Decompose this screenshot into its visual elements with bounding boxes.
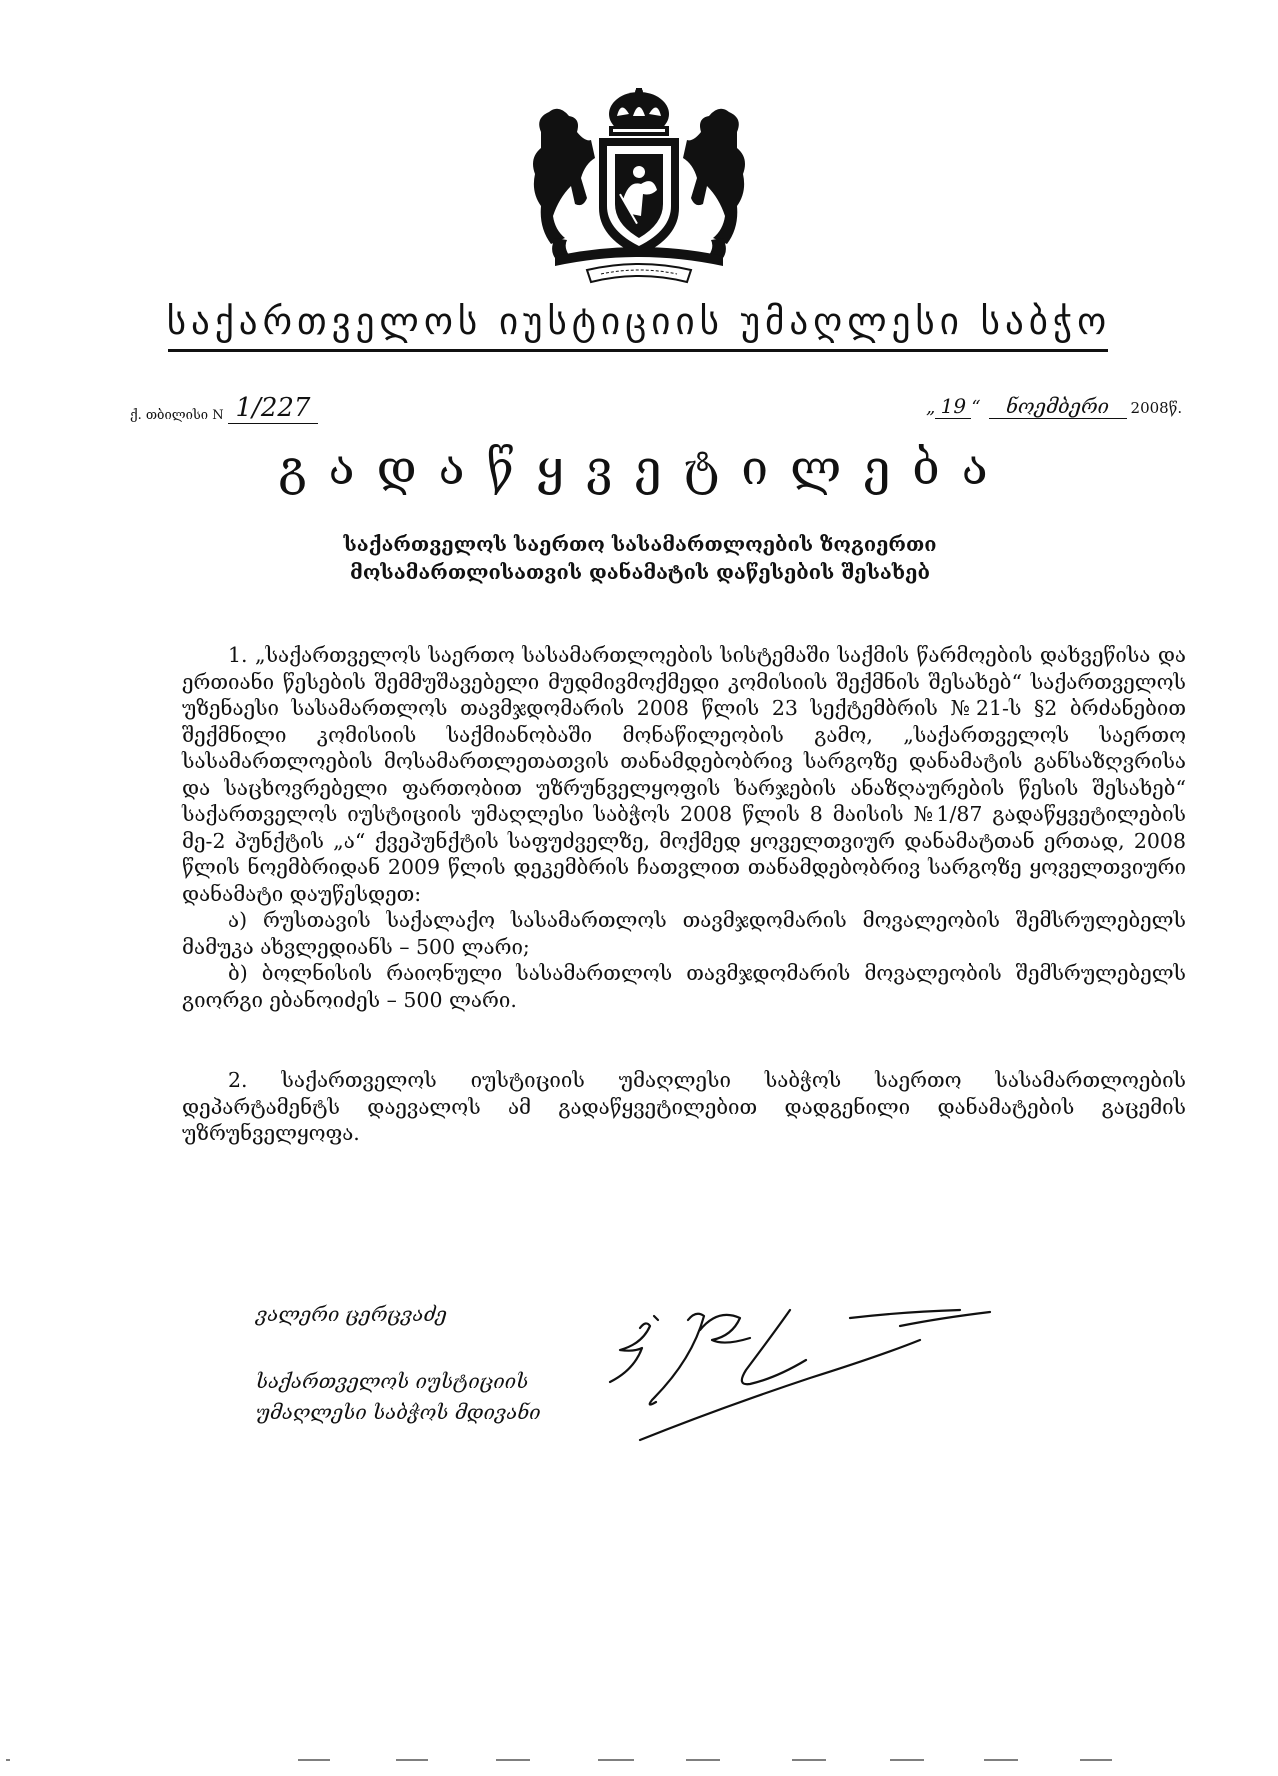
signatory-title — [256, 1366, 541, 1428]
document-body — [182, 642, 1186, 1147]
quote-open: „ — [926, 397, 936, 418]
paragraph-1-item-b: ბ) ბოლნისის რაიონული სასამართლოს თავმჯდომარის მოვალეობის შემსრულებელს გიორგი ებანოიძეს – 500 ლარი. — [182, 961, 1186, 1012]
signatory-name: ვალერი ცერცვაძე — [256, 1302, 447, 1326]
institution-header: საქართველოს იუსტიციის უმაღლესი საბჭო — [166, 300, 1112, 343]
registration-number-label: ქ. თბილისი N — [130, 408, 224, 423]
footer-scan-marks — [0, 1755, 1278, 1765]
header-divider — [168, 349, 1108, 352]
quote-close: “ — [971, 397, 981, 418]
paragraph-1: 1. „საქართველოს საერთო სასამართლოების სისტემაში საქმის წარმოების დახვეწისა და ერთიანი წესების შემმუშავებელი მუდმივმოქმედი კომისიის შექმნის შესახებ“ საქართველოს უზენაესი სასამართლოს თავმჯდომარის 2008 წლის 23 სექტემბრის №21-ს §2 ბრძანებით შექმნილი კომისიის საქმიანობაში მონაწილეობის გამო, „საქართველოს საერთო სასამართლოების მოსამართლეთათვის თანამდებობრივ სარგოზე დანამატის განსაზღვრისა და საცხოვრებელი ფართობით უზრუნველყოფის ხარჯების ანაზღაურების წესის შესახებ“ საქართველოს იუსტიციის უმაღლესი საბჭოს 2008 წლის 8 მაისის №1/87 გადაწყვეტილების მე-2 პუნქტის „ა“ ქვეპუნქტის საფუძველზე, მოქმედ ყოველთვიურ დანამატთან ერთად, 2008 წლის ნოემბრიდან 2009 წლის დეკემბრის ჩათვლით თანამდებობრივ სარგოზე ყოველთვიური დანამატი დაუწესდეთ: — [182, 643, 1186, 906]
paragraph-1-item-a: ა) რუსთავის საქალაქო სასამართლოს თავმჯდომარის მოვალეობის შემსრულებელს მამუკა ახვლედიანს – 500 ლარი; — [182, 908, 1186, 959]
document-date — [926, 394, 1182, 419]
handwritten-signature — [600, 1290, 1020, 1460]
signatory-title-line-1: საქართველოს იუსტიციის — [256, 1369, 529, 1393]
registration-number: 1/227 — [228, 393, 318, 424]
document-subject — [280, 530, 1000, 586]
subject-line-2: მოსამართლისათვის დანამატის დაწესების შესახებ — [350, 560, 930, 584]
date-month: ნოემბერი — [989, 394, 1127, 419]
date-day: 19 — [935, 394, 971, 419]
document-type-heading: გადაწყვეტილება — [278, 440, 1010, 496]
subject-line-1: საქართველოს საერთო სასამართლოების ზოგიერთი — [343, 532, 937, 556]
signatory-title-line-2: უმაღლესი საბჭოს მდივანი — [256, 1400, 541, 1424]
coat-of-arms-emblem — [525, 88, 753, 284]
date-year: 2008წ. — [1130, 399, 1183, 417]
paragraph-2: 2. საქართველოს იუსტიციის უმაღლესი საბჭოს საერთო სასამართლოების დეპარტამენტს დაევალოს ამ გადაწყვეტილებით დადგენილი დანამატების გაცემის უზრუნველყოფა. — [182, 1068, 1186, 1145]
